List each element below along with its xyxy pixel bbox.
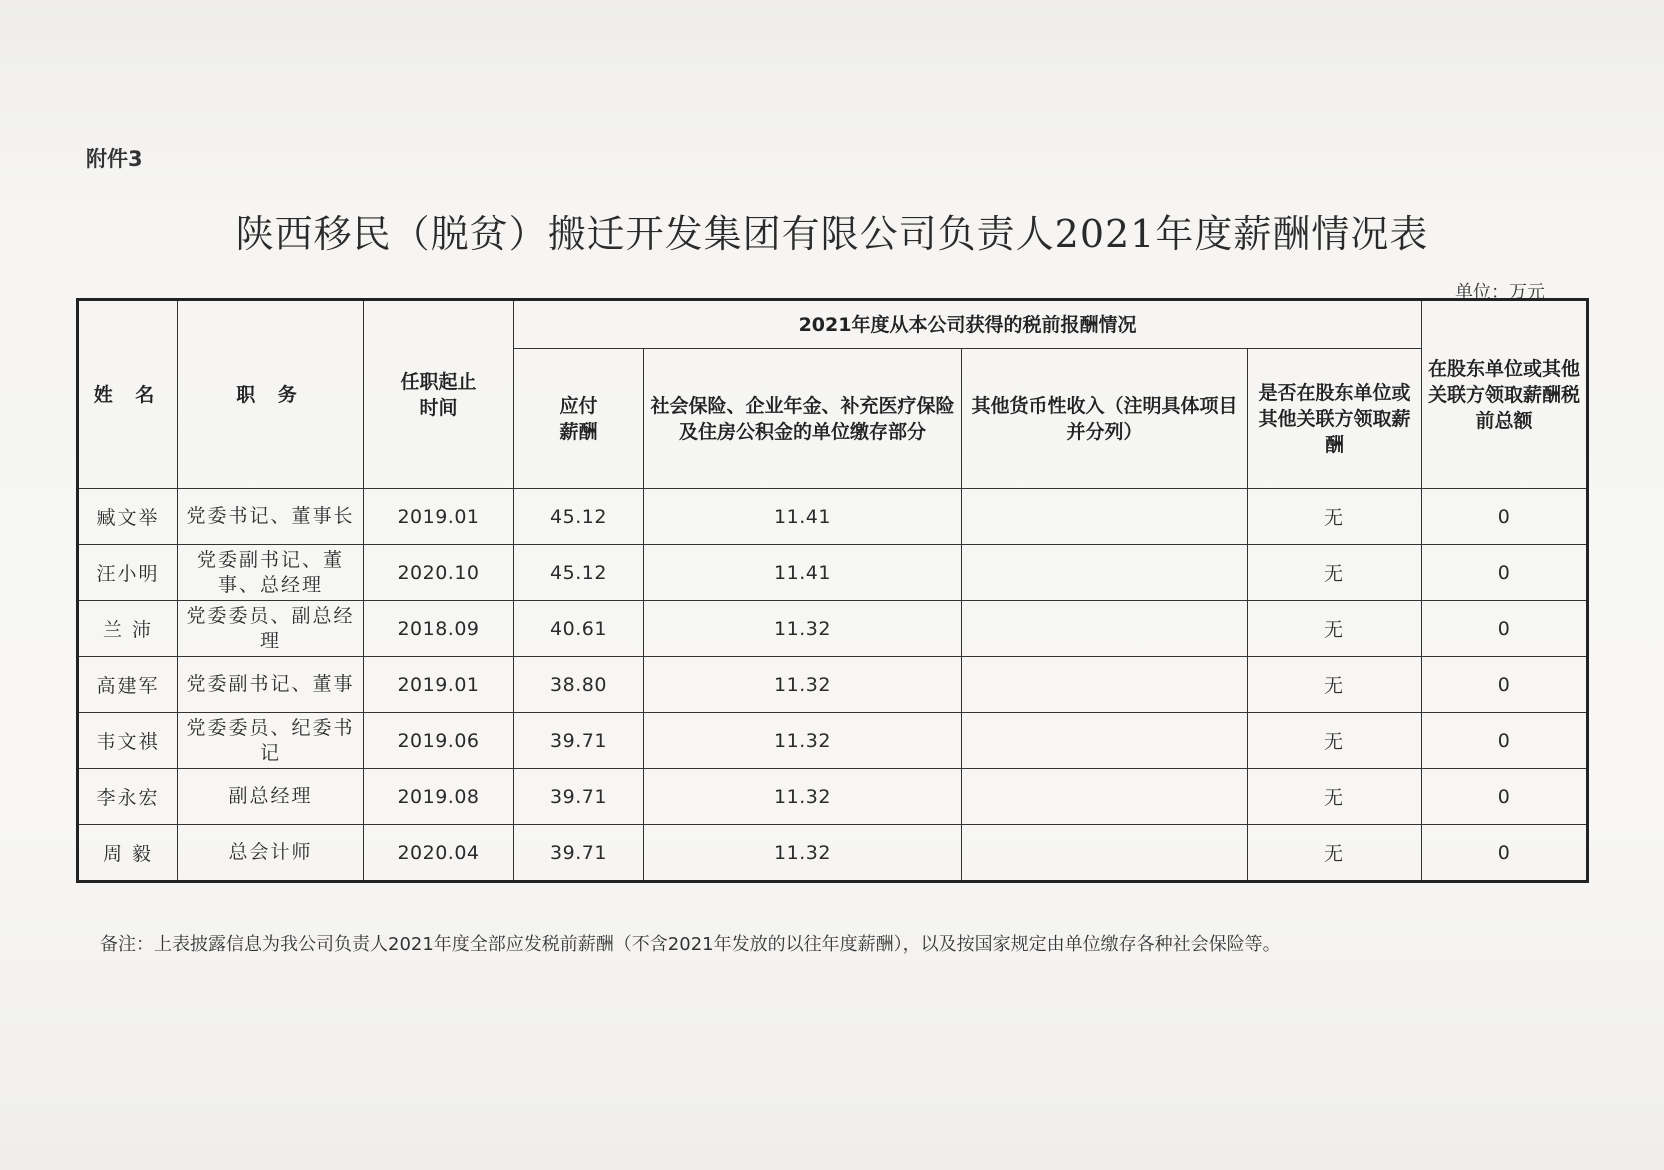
header-affiliate-total: 在股东单位或其他关联方领取薪酬税前总额 <box>1422 300 1588 489</box>
cell-insurance: 11.32 <box>644 713 962 769</box>
cell-other-income <box>962 769 1248 825</box>
cell-salary: 45.12 <box>514 545 644 601</box>
header-insurance: 社会保险、企业年金、补充医疗保险及住房公积金的单位缴存部分 <box>644 349 962 489</box>
cell-salary: 45.12 <box>514 489 644 545</box>
cell-salary: 40.61 <box>514 601 644 657</box>
cell-name: 李永宏 <box>78 769 178 825</box>
cell-position: 党委副书记、董事、总经理 <box>178 545 364 601</box>
table-row <box>78 489 1588 545</box>
cell-other-income <box>962 713 1248 769</box>
cell-position: 总会计师 <box>178 825 364 882</box>
cell-other-income <box>962 601 1248 657</box>
salary-table <box>76 298 1589 883</box>
header-name: 姓 名 <box>78 300 178 489</box>
cell-position: 党委委员、纪委书记 <box>178 713 364 769</box>
table-row <box>78 545 1588 601</box>
cell-name: 兰 沛 <box>78 601 178 657</box>
header-pretax-group: 2021年度从本公司获得的税前报酬情况 <box>514 300 1422 349</box>
cell-position: 党委委员、副总经理 <box>178 601 364 657</box>
cell-position: 副总经理 <box>178 769 364 825</box>
cell-affiliate-total: 0 <box>1422 489 1588 545</box>
cell-tenure: 2020.10 <box>364 545 514 601</box>
header-position: 职 务 <box>178 300 364 489</box>
table-row <box>78 825 1588 882</box>
cell-name: 臧文举 <box>78 489 178 545</box>
cell-other-income <box>962 825 1248 882</box>
cell-tenure: 2019.06 <box>364 713 514 769</box>
cell-tenure: 2019.08 <box>364 769 514 825</box>
cell-insurance: 11.32 <box>644 825 962 882</box>
cell-salary: 39.71 <box>514 713 644 769</box>
cell-affiliate-total: 0 <box>1422 545 1588 601</box>
cell-name: 汪小明 <box>78 545 178 601</box>
cell-insurance: 11.32 <box>644 769 962 825</box>
header-other-income: 其他货币性收入（注明具体项目并分列） <box>962 349 1248 489</box>
cell-affiliate-total: 0 <box>1422 657 1588 713</box>
header-salary: 应付薪酬 <box>514 349 644 489</box>
cell-name: 韦文祺 <box>78 713 178 769</box>
attachment-label: 附件3 <box>86 147 143 171</box>
cell-affiliate-flag: 无 <box>1248 601 1422 657</box>
cell-position: 党委副书记、董事 <box>178 657 364 713</box>
unit-label: 单位：万元 <box>1455 282 1545 303</box>
cell-position: 党委书记、董事长 <box>178 489 364 545</box>
cell-affiliate-total: 0 <box>1422 769 1588 825</box>
cell-salary: 39.71 <box>514 825 644 882</box>
cell-name: 周 毅 <box>78 825 178 882</box>
cell-other-income <box>962 489 1248 545</box>
document-title: 陕西移民（脱贫）搬迁开发集团有限公司负责人2021年度薪酬情况表 <box>235 212 1429 256</box>
cell-tenure: 2020.04 <box>364 825 514 882</box>
table-row <box>78 713 1588 769</box>
cell-other-income <box>962 657 1248 713</box>
table-row <box>78 769 1588 825</box>
cell-insurance: 11.41 <box>644 489 962 545</box>
cell-salary: 38.80 <box>514 657 644 713</box>
table-row <box>78 601 1588 657</box>
cell-tenure: 2019.01 <box>364 489 514 545</box>
cell-insurance: 11.32 <box>644 601 962 657</box>
cell-tenure: 2018.09 <box>364 601 514 657</box>
cell-affiliate-flag: 无 <box>1248 713 1422 769</box>
cell-insurance: 11.41 <box>644 545 962 601</box>
cell-affiliate-flag: 无 <box>1248 825 1422 882</box>
cell-affiliate-total: 0 <box>1422 601 1588 657</box>
cell-name: 高建军 <box>78 657 178 713</box>
cell-other-income <box>962 545 1248 601</box>
header-affiliate-flag: 是否在股东单位或其他关联方领取薪酬 <box>1248 349 1422 489</box>
cell-affiliate-flag: 无 <box>1248 769 1422 825</box>
cell-affiliate-flag: 无 <box>1248 489 1422 545</box>
footnote: 备注：上表披露信息为我公司负责人2021年度全部应发税前薪酬（不含2021年发放的以往年度薪酬），以及按国家规定由单位缴存各种社会保险等。 <box>100 934 1281 955</box>
table-row <box>78 657 1588 713</box>
cell-salary: 39.71 <box>514 769 644 825</box>
cell-affiliate-flag: 无 <box>1248 657 1422 713</box>
header-tenure: 任职起止时间 <box>364 300 514 489</box>
cell-affiliate-flag: 无 <box>1248 545 1422 601</box>
cell-affiliate-total: 0 <box>1422 825 1588 882</box>
cell-insurance: 11.32 <box>644 657 962 713</box>
cell-tenure: 2019.01 <box>364 657 514 713</box>
cell-affiliate-total: 0 <box>1422 713 1588 769</box>
